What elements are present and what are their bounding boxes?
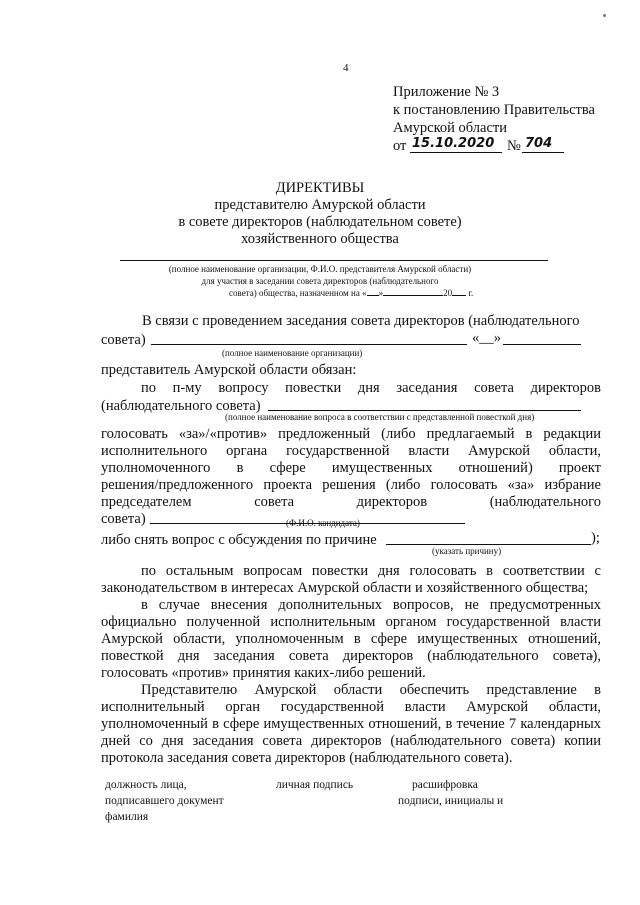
header-caption-3a: совета) общества, назначенном на « (229, 288, 367, 298)
p4-line-3: уполномоченного в сфере имущественных отношений) проект (101, 460, 601, 476)
p4-line-2: исполнительного органа государственной власти Амурской области, (101, 443, 601, 459)
p5-line-1: либо снять вопрос с обсуждения по причине (101, 532, 377, 548)
appendix-line-2: к постановлению Правительства (393, 102, 595, 118)
p5-end: ); (591, 530, 600, 546)
appendix-number: 704 (525, 136, 553, 151)
header-caption-3c: 20 (443, 288, 453, 298)
p6-line-2: законодательством в интересах Амурской области и хозяйственного общества; (101, 580, 589, 596)
number-underline (522, 152, 564, 153)
org-blank-line (151, 344, 467, 345)
page-number: 4 (343, 62, 349, 74)
p8-line-5: протокола заседания совета директоров (наблюдательного совета). (101, 750, 513, 766)
caption-question: (полное наименование вопроса в соответствии с представленной повесткой дня) (225, 412, 535, 422)
p3-line-1: по п-му вопросу повестки дня заседания совета директоров (141, 380, 601, 396)
p7-line-2: официально полученной исполнительным органом государственной власти (101, 614, 601, 630)
p4-line-4: решения/предложенного проекта решения (либо голосовать «за» избрание (101, 477, 601, 493)
p8-line-1: Представителю Амурской области обеспечить представление в (141, 682, 601, 698)
question-blank-line (268, 410, 581, 411)
appendix-number-prefix: № (507, 138, 521, 154)
header-caption-2: для участия в заседании совета директоров (наблюдательного (201, 276, 439, 286)
org-name-blank-line (120, 260, 548, 261)
caption-reason: (указать причину) (432, 546, 502, 556)
p6-line-1: по остальным вопросам повестки дня голосовать в соответствии с (141, 563, 601, 579)
p4-line-1: голосовать «за»/«против» предложенный (либо предлагаемый в редакции (101, 426, 601, 442)
header-caption-3d: г. (468, 288, 474, 298)
p1-line-2b: «__» (472, 330, 501, 346)
title-sub-1: представителю Амурской области (214, 197, 426, 213)
p7-line-5: голосовать «против» принятия каких-либо решений. (101, 665, 426, 681)
header-caption-3 (229, 288, 473, 299)
document-title: ДИРЕКТИВЫ (275, 180, 365, 196)
p4-line-6: совета) (101, 511, 146, 527)
signature-personal: личная подпись (276, 779, 354, 791)
appendix-line-3: Амурской области (393, 120, 507, 136)
header-caption-1: (полное наименование организации, Ф.И.О. представителя Амурской области) (168, 264, 472, 274)
signature-position-line-3: фамилия (105, 811, 149, 823)
p4-line-5: председателем совета директоров (наблюдательного (101, 494, 601, 510)
caption-fio: (Ф.И.О. кандидата) (286, 518, 360, 528)
appendix-line-1: Приложение № 3 (393, 84, 500, 100)
appendix-date: 15.10.2020 (412, 136, 495, 151)
signature-position-line-1: должность лица, (105, 779, 187, 791)
signature-decoding-line-1: расшифровка (412, 779, 478, 791)
p7-line-4: повесткой дня заседания совета директоров (наблюдательного совета), (101, 648, 601, 664)
signature-decoding-line-2: подписи, инициалы и (398, 795, 504, 807)
p1-line-2a: совета) (101, 332, 146, 348)
p8-line-3: уполномоченный в сфере имущественных отношений, в течение 7 календарных (101, 716, 601, 732)
title-sub-2: в совете директоров (наблюдательном совете) (178, 214, 462, 230)
appendix-date-prefix: от (393, 138, 407, 154)
p2-line: представитель Амурской области обязан: (101, 362, 357, 378)
p8-line-4: дней со дня заседания совета директоров (наблюдательного совета) копии (101, 733, 601, 749)
header-caption-3b: » (378, 288, 384, 298)
reason-blank-line (386, 544, 591, 545)
scan-speck (603, 14, 606, 17)
p7-line-3: Амурской области, уполномоченным в сфере имущественных отношений, (101, 631, 601, 647)
date-underline (410, 152, 502, 153)
p8-line-2: исполнительный орган государственной власти Амурской области, (101, 699, 601, 715)
p1-line-1: В связи с проведением заседания совета директоров (наблюдательного (142, 313, 580, 329)
caption-org: (полное наименование организации) (222, 348, 363, 358)
p3-line-2: (наблюдательного совета) (101, 398, 261, 414)
title-sub-3: хозяйственного общества (241, 231, 399, 247)
date-blank-line (503, 344, 581, 345)
p7-line-1: в случае внесения дополнительных вопросов, не предусмотренных (141, 597, 601, 613)
signature-position-line-2: подписавшего документ (105, 795, 224, 807)
